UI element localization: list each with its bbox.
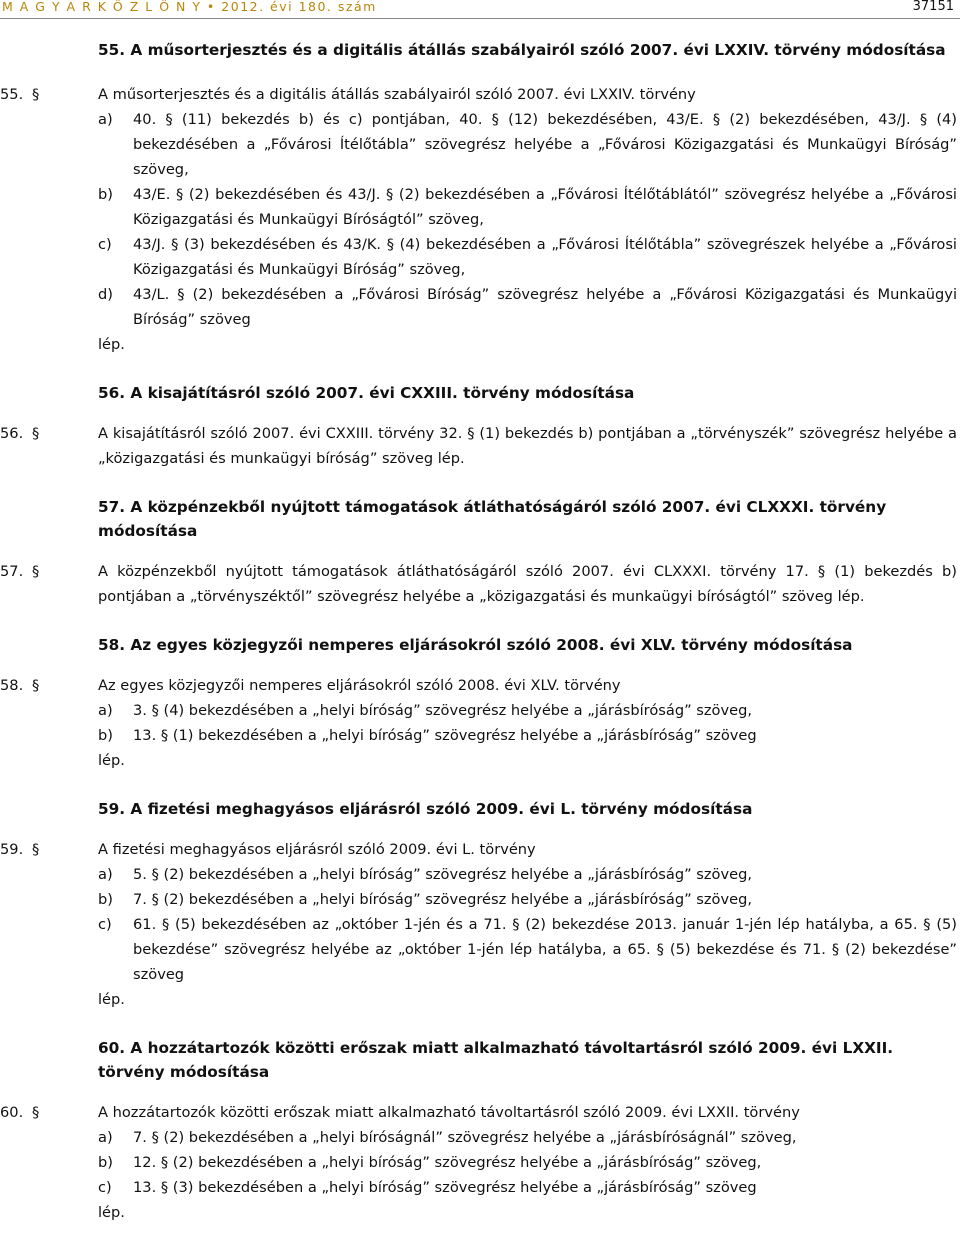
section-sign: § — [32, 425, 40, 442]
paragraph-text: A műsorterjesztés és a digitális átállás szabályairól szóló 2007. évi LXXIV. törvény — [98, 86, 696, 103]
item-label: a) — [98, 702, 113, 719]
item-text: 7. § (2) bekezdésében a „helyi bíróságnál” szövegrész helyébe a „járásbíróságnál” szöveg, — [133, 1129, 797, 1146]
section-sign: § — [32, 841, 40, 858]
item-label: a) — [98, 111, 113, 128]
item-text: 40. § (11) bekezdés b) és c) pontjában, 40. § (12) bekezdésében, 43/E. § (2) bekezdésében, 43/J. § (4) bekezdésében a „Fővárosi Ítélőtábla” szövegrész helyébe a „Fővárosi Közigazgatási és Munkaügyi Bíróság” szöveg, — [133, 111, 957, 178]
section-heading: 58. Az egyes közjegyzői nemperes eljárásokról szóló 2008. évi XLV. törvény módosítása — [98, 636, 853, 654]
item-text: 61. § (5) bekezdésében az „október 1-jén és a 71. § (2) bekezdése 2013. január 1-jén lép hatályba, a 65. § (5) bekezdése” szövegrész helyébe az „október 1-jén lép hatályba, a 65. § (5) bekezdése és 71. § (2) bekezdése” szöveg — [133, 916, 957, 983]
item-label: b) — [98, 891, 113, 908]
item-label: b) — [98, 1154, 113, 1171]
paragraph — [0, 673, 960, 698]
paragraph-text: A hozzátartozók közötti erőszak miatt alkalmazható távoltartásról szóló 2009. évi LXXII. törvény — [98, 1104, 800, 1121]
running-header — [0, 0, 960, 19]
paragraph-text: A közpénzekből nyújtott támogatások átláthatóságáról szóló 2007. évi CLXXXI. törvény 17. § (1) bekezdés b) pontjában a „törvényszéktől” szövegrész helyébe a „közigazgatási és munkaügyi bíróságtól” szöveg lép. — [98, 563, 957, 605]
item-text: 13. § (3) bekezdésében a „helyi bíróság” szövegrész helyébe a „járásbíróság” szöveg — [133, 1179, 757, 1196]
list-item — [0, 1175, 960, 1200]
list-item — [0, 698, 960, 723]
paragraph — [0, 421, 960, 471]
section-heading: 57. A közpénzekből nyújtott támogatások átláthatóságáról szóló 2007. évi CLXXXI. törvény módosítása — [98, 498, 887, 540]
item-label: a) — [98, 866, 113, 883]
paragraph — [0, 82, 960, 107]
item-label: c) — [98, 236, 112, 253]
paragraph-number: 59. — [0, 841, 24, 858]
item-label: b) — [98, 186, 113, 203]
item-text: 7. § (2) bekezdésében a „helyi bíróság” szövegrész helyébe a „járásbíróság” szöveg, — [133, 891, 753, 908]
list-item — [0, 887, 960, 912]
item-text: 3. § (4) bekezdésében a „helyi bíróság” szövegrész helyébe a „járásbíróság” szöveg, — [133, 702, 753, 719]
item-text: 12. § (2) bekezdésében a „helyi bíróság” szövegrész helyébe a „járásbíróság” szöveg, — [133, 1154, 762, 1171]
page-number: 37151 — [912, 0, 954, 14]
closing-word: lép. — [98, 1204, 125, 1221]
list-item — [0, 862, 960, 887]
list-item — [0, 107, 960, 182]
list-item — [0, 1150, 960, 1175]
paragraph — [0, 1100, 960, 1125]
item-label: d) — [98, 286, 113, 303]
paragraph-text: A fizetési meghagyásos eljárásról szóló 2009. évi L. törvény — [98, 841, 536, 858]
list-item — [0, 182, 960, 232]
section-sign: § — [32, 677, 40, 694]
paragraph-number: 55. — [0, 86, 24, 103]
item-text: 13. § (1) bekezdésében a „helyi bíróság” szövegrész helyébe a „járásbíróság” szöveg — [133, 727, 757, 744]
list-item — [0, 723, 960, 748]
section-sign: § — [32, 563, 40, 580]
journal-title: M A G Y A R K Ö Z L Ö N Y • 2012. évi 180. szám — [2, 0, 377, 14]
paragraph-number: 58. — [0, 677, 24, 694]
section-heading: 59. A fizetési meghagyásos eljárásról szóló 2009. évi L. törvény módosítása — [98, 800, 753, 818]
item-text: 43/E. § (2) bekezdésében és 43/J. § (2) bekezdésében a „Fővárosi Ítélőtáblától” szövegrész helyébe a „Fővárosi Közigazgatási és Munkaügyi Bíróságtól” szöveg, — [133, 186, 957, 228]
list-item — [0, 282, 960, 332]
paragraph-number: 56. — [0, 425, 24, 442]
section-heading: 60. A hozzátartozók közötti erőszak miatt alkalmazható távoltartásról szóló 2009. évi LXXII. törvény módosítása — [98, 1039, 894, 1081]
section-sign: § — [32, 86, 40, 103]
item-label: b) — [98, 727, 113, 744]
item-text: 43/L. § (2) bekezdésében a „Fővárosi Bíróság” szövegrész helyébe a „Fővárosi Közigazgatási és Munkaügyi Bíróság” szöveg — [133, 286, 957, 328]
paragraph-text: A kisajátításról szóló 2007. évi CXXIII. törvény 32. § (1) bekezdés b) pontjában a „törvényszék” szövegrész helyébe a „közigazgatási és munkaügyi bíróság” szöveg lép. — [98, 425, 957, 467]
list-item — [0, 912, 960, 987]
paragraph — [0, 559, 960, 609]
paragraph — [0, 837, 960, 862]
page-content — [0, 38, 960, 1225]
paragraph-number: 57. — [0, 563, 24, 580]
section-sign: § — [32, 1104, 40, 1121]
item-text: 43/J. § (3) bekezdésében és 43/K. § (4) bekezdésében a „Fővárosi Ítélőtábla” szövegrészek helyébe a „Fővárosi Közigazgatási és Munkaügyi Bíróság” szöveg, — [133, 236, 957, 278]
paragraph-number: 60. — [0, 1104, 24, 1121]
item-text: 5. § (2) bekezdésében a „helyi bíróság” szövegrész helyébe a „járásbíróság” szöveg, — [133, 866, 753, 883]
item-label: c) — [98, 1179, 112, 1196]
closing-word: lép. — [98, 336, 125, 353]
section-heading: 55. A műsorterjesztés és a digitális átállás szabályairól szóló 2007. évi LXXIV. törvény módosítása — [98, 41, 946, 59]
list-item — [0, 1125, 960, 1150]
item-label: a) — [98, 1129, 113, 1146]
paragraph-text: Az egyes közjegyzői nemperes eljárásokról szóló 2008. évi XLV. törvény — [98, 677, 621, 694]
closing-word: lép. — [98, 991, 125, 1008]
section-heading: 56. A kisajátításról szóló 2007. évi CXXIII. törvény módosítása — [98, 384, 635, 402]
list-item — [0, 232, 960, 282]
item-label: c) — [98, 916, 112, 933]
closing-word: lép. — [98, 752, 125, 769]
